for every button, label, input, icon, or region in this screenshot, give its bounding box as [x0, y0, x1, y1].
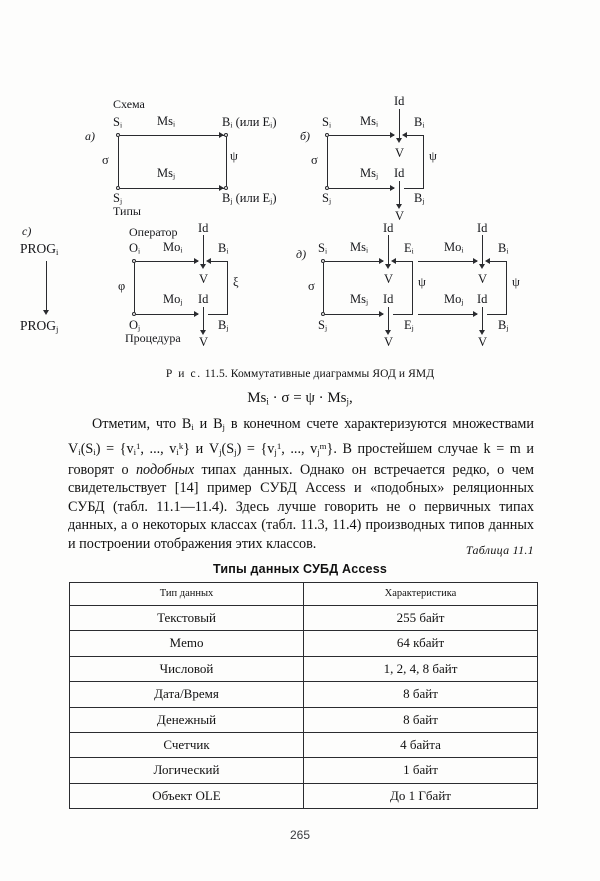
- diagram-d-arrow-bottom-left-label: $Ms_j$: [350, 292, 369, 307]
- diagram-d-line-bottom-right: [418, 314, 477, 315]
- diagram-b-arrowhead-id-bottom: [396, 204, 402, 209]
- diagram-d-arrowhead-top-right: [473, 258, 478, 264]
- table-number-label: Таблица 11.1: [465, 543, 534, 557]
- diagram-b-arrowhead-top: [390, 132, 395, 138]
- diagram-d-line-far-right-vert: [506, 261, 507, 314]
- diagram-c-id-label-bottom: Id: [198, 292, 209, 306]
- diagram-a-bottom-caption: Типы: [113, 204, 141, 218]
- diagram-d-arrowhead-mid-right-top: [391, 258, 396, 264]
- body-paragraph: [68, 415, 534, 553]
- diagram-a-top-caption: Схема: [113, 97, 145, 111]
- diagram-c-prog-arrowhead: [43, 310, 49, 315]
- diagram-a-tag: а): [85, 129, 95, 143]
- diagram-d-v-label-3: V: [478, 272, 488, 286]
- table-head: [70, 583, 538, 606]
- diagram-d-v-label-2: V: [384, 335, 394, 349]
- diagram-c-arrowhead-bottom: [194, 311, 199, 317]
- diagram-a-line-left: [118, 137, 119, 186]
- diagram-b-line-right-vert: [423, 135, 424, 188]
- diagram-d-arrowhead-far-right-top: [485, 258, 490, 264]
- diagram-d-arrowhead-bottom-right: [473, 311, 478, 317]
- diagram-c-arrow-top-label: $Mo_i$: [163, 240, 183, 255]
- table-cell-type: Счетчик: [70, 733, 304, 758]
- diagram-c-node-top-right: $B_i$: [218, 241, 229, 256]
- diagram-c-v-label-bottom: V: [199, 335, 209, 349]
- table-cell-characteristic: 1, 2, 4, 8 байт: [304, 656, 538, 681]
- table-cell-type: Денежный: [70, 707, 304, 732]
- data-types-table: [69, 582, 538, 809]
- diagram-a-node-top-right: $B_i$ (или $E_i$): [222, 115, 277, 130]
- table-col-header-characteristic: Характеристика: [304, 583, 538, 606]
- diagram-c-line-id-top: [203, 235, 204, 267]
- diagram-b-arrow-top-label: $Ms_i$: [360, 114, 379, 129]
- table-row: [70, 733, 538, 758]
- table-cell-type: Числовой: [70, 656, 304, 681]
- diagram-d-arrow-bottom-right-label: $Mo_j$: [444, 292, 464, 307]
- table-cell-characteristic: 8 байт: [304, 682, 538, 707]
- diagram-c-arrowhead-id-bottom: [200, 330, 206, 335]
- diagram-d-line-id-1: [388, 235, 389, 267]
- diagram-d-arrow-top-right-label: $Mo_i$: [444, 240, 464, 255]
- diagram-b-line-right-bottom: [404, 188, 424, 189]
- page-number: 265: [289, 828, 311, 842]
- diagram-a-arrow-top-label: $Ms_i$: [157, 114, 176, 129]
- table-cell-type: Memo: [70, 631, 304, 656]
- diagram-c-id-label-top: Id: [198, 221, 209, 235]
- diagram-d-line-far-right-bottom: [487, 314, 507, 315]
- table-cell-type: Текстовый: [70, 606, 304, 631]
- diagram-d-arrow-left-label: σ: [308, 279, 315, 293]
- diagram-c-arrowhead-id-top: [200, 264, 206, 269]
- diagram-d-line-id-3: [482, 235, 483, 267]
- diagram-c-node-bottom-right: $B_j$: [218, 318, 229, 333]
- diagram-c-node-top-left: $O_i$: [129, 241, 141, 256]
- diagram-c-v-label-top: V: [199, 272, 209, 286]
- diagram-d-arrowhead-id-1: [385, 264, 391, 269]
- diagram-c-arrow-bottom-label: $Mo_j$: [163, 292, 183, 307]
- table-title: Типы данных СУБД Access: [212, 562, 387, 576]
- diagram-a-arrow-left-label: σ: [102, 153, 109, 167]
- diagram-a: [0, 92, 290, 217]
- diagram-a-arrowhead-top: [219, 132, 224, 138]
- diagram-b-v-label-top: V: [395, 146, 405, 160]
- diagram-c-arrow-left-label: φ: [118, 279, 126, 293]
- formula-commutativity: [0, 390, 600, 407]
- table-cell-characteristic: 255 байт: [304, 606, 538, 631]
- table-col-header-type: Тип данных: [70, 583, 304, 606]
- formula-dot-1: ·: [272, 390, 278, 406]
- diagram-a-vertex-br: [224, 186, 228, 190]
- diagram-d-arrowhead-bottom-left: [379, 311, 384, 317]
- formula-psi: ψ: [305, 390, 315, 406]
- diagram-d-line-top-left: [325, 261, 383, 262]
- diagram-d-id-label-3: Id: [477, 221, 488, 235]
- diagram-b-arrowhead-bottom: [390, 185, 395, 191]
- diagram-d-arrowhead-id-2: [385, 330, 391, 335]
- diagram-b-id-label-bottom: Id: [394, 166, 405, 180]
- diagram-d-v-label-1: V: [384, 272, 394, 286]
- diagram-b-line-top: [329, 135, 394, 136]
- diagram-b-v-label-bottom: V: [395, 209, 405, 223]
- diagram-d-id-label-1: Id: [383, 221, 394, 235]
- figure-caption-text: 11.5. Коммутативные диаграммы ЯОД и ЯМД: [204, 368, 435, 380]
- diagram-a-line-bottom: [120, 188, 224, 189]
- diagram-d-id-label-4: Id: [477, 292, 488, 306]
- diagram-b-id-label-top: Id: [394, 94, 405, 108]
- diagram-b-node-bottom-left: $S_j$: [322, 191, 332, 206]
- table-row: [70, 631, 538, 656]
- diagram-c: [0, 220, 290, 348]
- diagram-d-node-mid-bottom: $E_j$: [404, 318, 414, 333]
- diagram-b-line-bottom: [329, 188, 394, 189]
- diagram-d-node-bottom-left: $S_j$: [318, 318, 328, 333]
- diagram-b-node-bottom-right: $B_j$: [414, 191, 425, 206]
- diagram-b-node-top-right: $B_i$: [414, 115, 425, 130]
- diagram-b: [292, 92, 492, 223]
- diagram-d-arrow-mid-right-label: ψ: [418, 275, 426, 289]
- diagram-b-node-top-left: $S_i$: [322, 115, 332, 130]
- table-row: [70, 606, 538, 631]
- table-cell-type: Дата/Время: [70, 682, 304, 707]
- diagram-d-arrowhead-top-left: [379, 258, 384, 264]
- diagram-d-arrow-far-right-label: ψ: [512, 275, 520, 289]
- diagram-c-arrowhead-top: [194, 258, 199, 264]
- diagram-d: [292, 220, 540, 348]
- table-header-row: [70, 583, 538, 606]
- diagram-a-node-bottom-left: $S_j$: [113, 191, 123, 206]
- table-cell-characteristic: 4 байта: [304, 733, 538, 758]
- diagram-c-prog-line: [46, 261, 47, 313]
- figure-caption-tag: Р и с.: [165, 368, 202, 380]
- diagram-a-arrow-right-label: ψ: [230, 149, 238, 163]
- diagram-c-prog-bottom: $PROG_j$: [20, 318, 59, 334]
- diagram-b-line-left: [327, 137, 328, 186]
- diagram-d-line-top-right: [418, 261, 477, 262]
- diagram-d-v-label-4: V: [478, 335, 488, 349]
- diagram-c-prog-top: $PROG_i$: [20, 241, 59, 257]
- formula-sigma: σ: [281, 390, 290, 406]
- diagram-b-arrow-right-label: ψ: [429, 149, 437, 163]
- formula-dot-2: ·: [318, 390, 324, 406]
- table-row: [70, 758, 538, 783]
- table-body: [70, 606, 538, 809]
- table-cell-characteristic: 1 байт: [304, 758, 538, 783]
- diagram-d-node-top-left: $S_i$: [318, 241, 328, 256]
- table-cell-characteristic: 64 кбайт: [304, 631, 538, 656]
- diagram-b-arrowhead-right-top: [402, 132, 407, 138]
- diagram-c-arrow-right-label: ξ: [233, 275, 239, 289]
- table-row: [70, 707, 538, 732]
- diagram-d-node-right-top: $B_i$: [498, 241, 509, 256]
- diagram-b-line-id-top: [399, 109, 400, 141]
- diagram-c-line-right-bottom: [208, 314, 228, 315]
- diagram-d-arrowhead-id-3: [479, 264, 485, 269]
- diagram-c-bottom-caption: Процедура: [125, 331, 181, 345]
- formula-equals: =: [293, 390, 302, 406]
- table-cell-type: Объект OLE: [70, 783, 304, 808]
- diagram-b-arrow-left-label: σ: [311, 153, 318, 167]
- diagram-d-arrow-top-left-label: $Ms_i$: [350, 240, 369, 255]
- diagram-a-node-bottom-right: $B_j$ (или $E_j$): [222, 191, 277, 206]
- diagram-c-line-bottom: [136, 314, 198, 315]
- diagram-d-line-mid-right-vert: [412, 261, 413, 314]
- table-cell-type: Логический: [70, 758, 304, 783]
- diagram-a-line-right: [226, 137, 227, 186]
- diagram-d-line-left-vert: [323, 263, 324, 312]
- diagram-a-arrowhead-bottom: [219, 185, 224, 191]
- diagram-d-line-mid-right-bottom: [393, 314, 413, 315]
- formula-lhs: $Ms_i$: [247, 390, 269, 407]
- diagram-b-arrow-bottom-label: $Ms_j$: [360, 166, 379, 181]
- diagram-c-node-bottom-left: $O_j$: [129, 318, 141, 333]
- diagram-d-node-mid-top: $E_i$: [404, 241, 414, 256]
- diagram-b-tag: б): [300, 129, 311, 143]
- diagram-d-tag: д): [296, 247, 307, 261]
- diagram-c-arrowhead-right-top: [206, 258, 211, 264]
- table-row: [70, 682, 538, 707]
- diagram-c-tag: с): [22, 224, 32, 238]
- diagram-b-arrowhead-id-top: [396, 138, 402, 143]
- diagram-c-top-caption: Оператор: [129, 225, 178, 239]
- diagram-a-node-top-left: $S_i$: [113, 115, 123, 130]
- diagram-a-arrow-bottom-label: $Ms_j$: [157, 166, 176, 181]
- diagram-d-node-right-bottom: $B_j$: [498, 318, 509, 333]
- figure-caption: [0, 368, 600, 380]
- table-row: [70, 783, 538, 808]
- diagram-a-line-top: [120, 135, 224, 136]
- formula-rhs: $Ms_j$,: [327, 390, 353, 407]
- table-row: [70, 656, 538, 681]
- table-cell-characteristic: До 1 Гбайт: [304, 783, 538, 808]
- diagram-c-line-top: [136, 261, 198, 262]
- diagram-d-line-bottom-left: [325, 314, 383, 315]
- diagram-c-line-right-vert: [227, 261, 228, 314]
- paragraph-text: Отметим, что $B_i$ и $B_j$ в конечном счете характеризуются множествами $V_i(S_i) = \{v_i^1$, ..., $v_i^k$} и $V_j(S_j) = \{v_j^1$, ..., $v_j^m$}. В простейшем случае k = m и говорят о подобных типах данных. Однако он встречается редко, о чем свидетельствует [14] пример СУБД Access и «подобных» реляционных СУБД (табл. 11.1—11.4). Здесь лучше говорить не о первичных типах данных, а о некоторых классах (табл. 11.3, 11.4) производных типов данных и построении отображения этих классов.: [68, 416, 535, 552]
- diagram-d-id-label-2: Id: [383, 292, 394, 306]
- diagram-c-line-left: [134, 263, 135, 312]
- diagram-d-arrowhead-id-4: [479, 330, 485, 335]
- table-cell-characteristic: 8 байт: [304, 707, 538, 732]
- figure-commutative-diagrams: [0, 92, 600, 367]
